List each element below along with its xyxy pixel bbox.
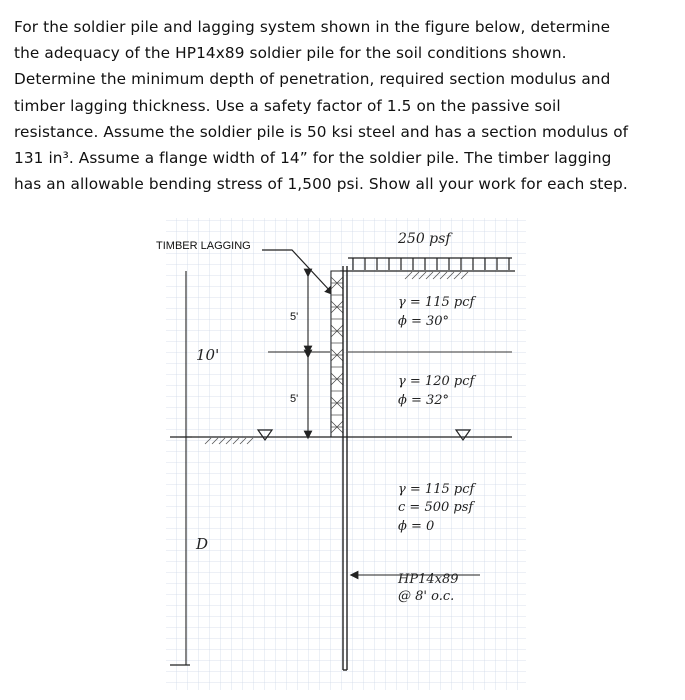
problem-line: resistance. Assume the soldier pile is 50 ksi steel and has a section modulus of (14, 122, 629, 141)
layer3-cohesion: c = 500 psf (398, 500, 474, 515)
pile-section-label: HP14x89 (398, 572, 459, 587)
layer1-friction-angle: ϕ = 30° (398, 314, 450, 329)
problem-line: timber lagging thickness. Use a safety factor of 1.5 on the passive soil (14, 96, 561, 115)
problem-line: 131 in³. Assume a flange width of 14” for the soldier pile. The timber lagging (14, 149, 612, 168)
layer1-unit-weight: γ = 115 pcf (398, 295, 475, 310)
graph-paper (166, 218, 526, 690)
timber-lagging (331, 271, 343, 437)
height-10ft-label: 10' (196, 346, 220, 364)
timber-lagging-label: TIMBER LAGGING (156, 240, 251, 252)
surcharge-label: 250 psf (398, 231, 451, 247)
embedment-depth-label: D (196, 535, 209, 553)
problem-line: For the soldier pile and lagging system shown in the figure below, determine (14, 18, 611, 36)
layer3-unit-weight: γ = 115 pcf (398, 482, 475, 497)
height-upper-5ft-label: 5' (290, 311, 299, 323)
pile-spacing-label: @ 8' o.c. (398, 589, 455, 604)
problem-line: Determine the minimum depth of penetration, required section modulus and (14, 70, 611, 89)
layer3-friction-angle: ϕ = 0 (398, 519, 435, 534)
problem-line: has an allowable bending stress of 1,500 psi. Show all your work for each step. (14, 175, 628, 194)
layer2-friction-angle: ϕ = 32° (398, 393, 450, 408)
problem-line: the adequacy of the HP14x89 soldier pile for the soil conditions shown. (14, 44, 567, 63)
layer2-unit-weight: γ = 120 pcf (398, 374, 475, 389)
height-lower-5ft-label: 5' (290, 393, 299, 405)
